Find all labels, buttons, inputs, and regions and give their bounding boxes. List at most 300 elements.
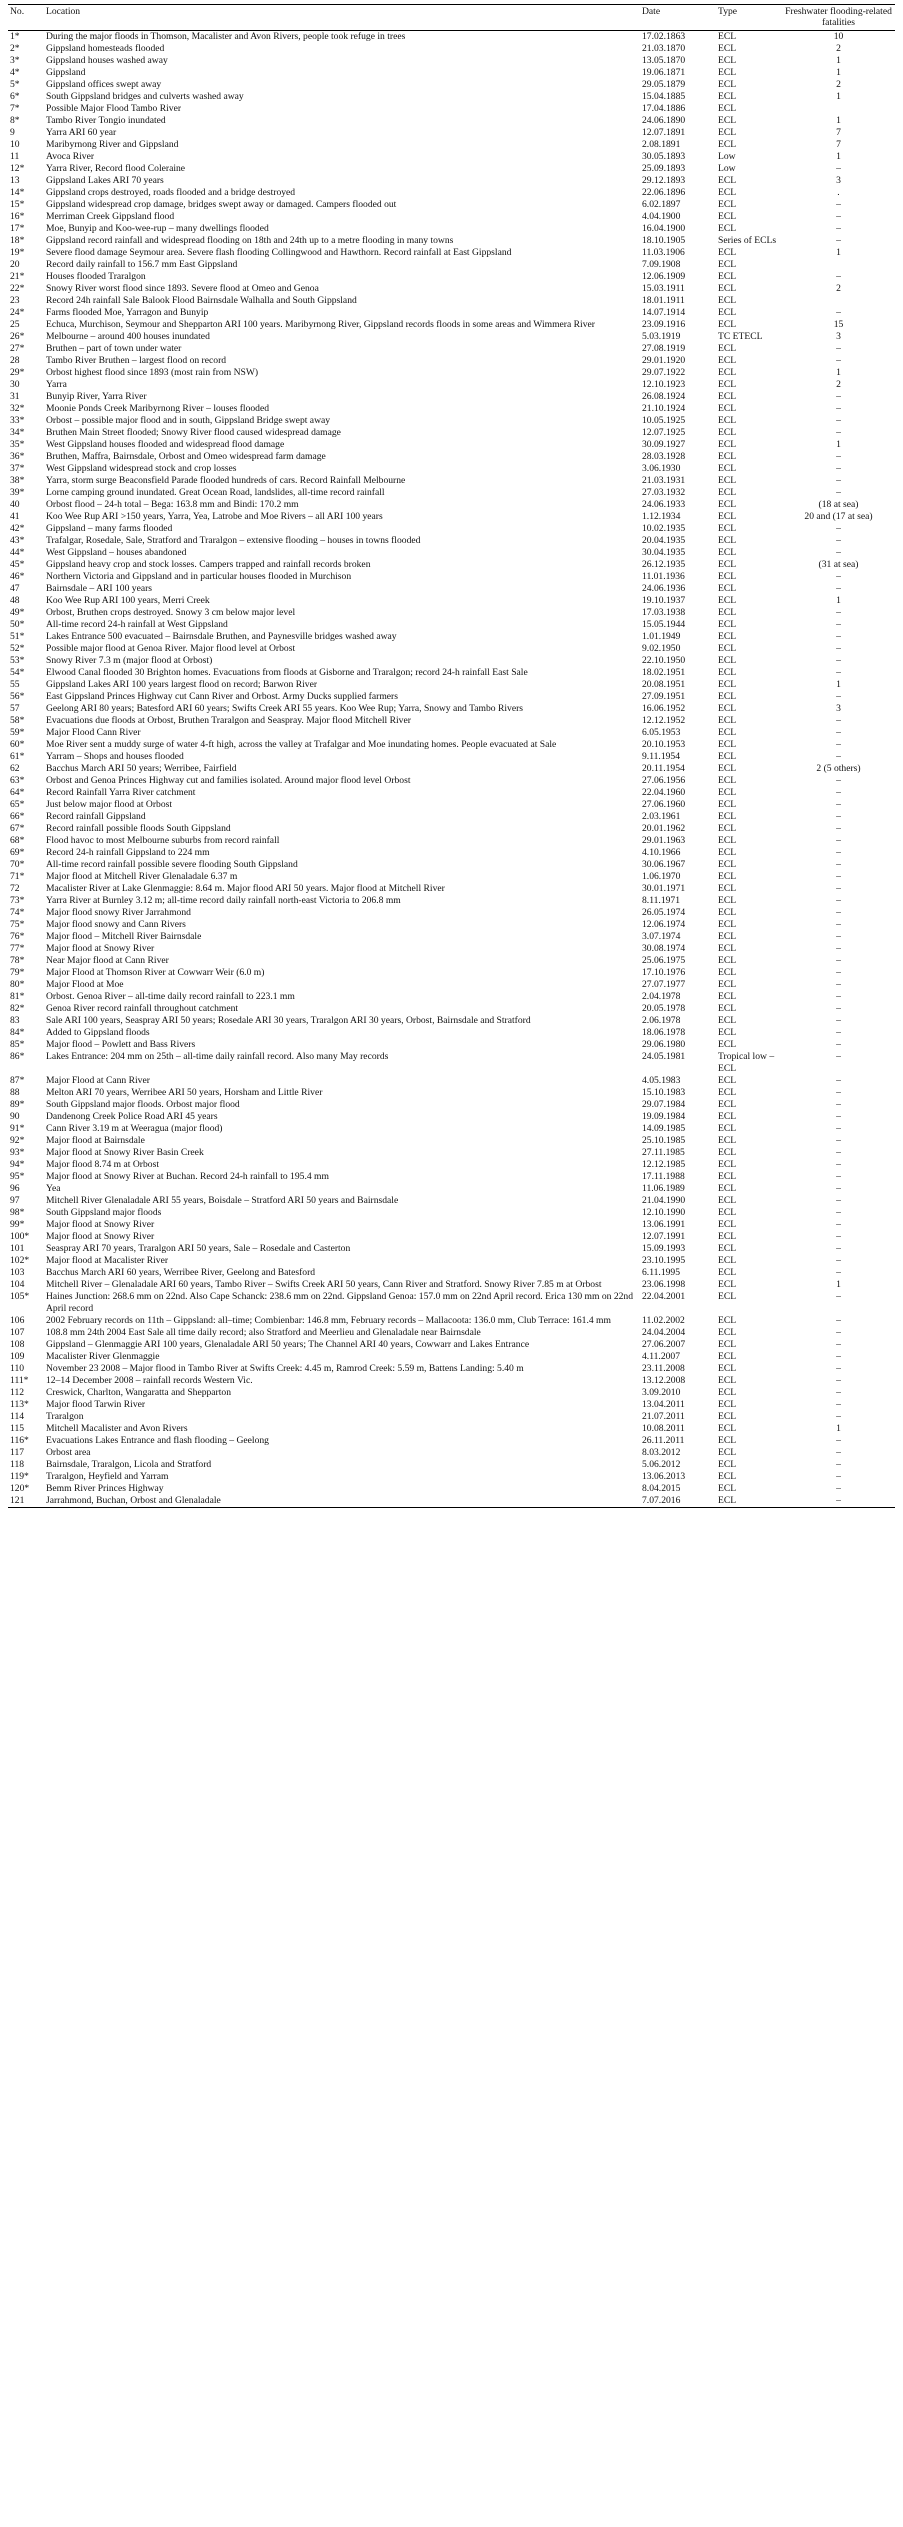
cell-date: 2.03.1961 [642, 811, 681, 823]
cell-no: 64* [10, 787, 25, 799]
cell-date: 21.07.2011 [642, 1411, 685, 1423]
cell-date: 10.08.2011 [642, 1423, 685, 1435]
cell-date: 17.10.1976 [642, 967, 686, 979]
cell-type: ECL [718, 535, 737, 547]
cell-date: 3.06.1930 [642, 463, 681, 475]
cell-date: 20.01.1962 [642, 823, 686, 835]
cell-date: 12.12.1952 [642, 715, 686, 727]
cell-type: ECL [718, 811, 737, 823]
cell-location: Mitchell Macalister and Avon Rivers [46, 1423, 188, 1435]
cell-type: ECL [718, 1075, 737, 1087]
cell-location: Yarra ARI 60 year [46, 127, 117, 139]
cell-fatalities: – [836, 1459, 841, 1471]
table-row [8, 823, 895, 835]
cell-no: 110 [10, 1363, 25, 1375]
table-row [8, 967, 895, 979]
cell-date: 12.12.1985 [642, 1159, 686, 1171]
cell-location: Gippsland houses washed away [46, 55, 168, 67]
cell-no: 94* [10, 1159, 25, 1171]
cell-type: ECL [718, 751, 737, 763]
table-row [8, 487, 895, 499]
table-row [8, 211, 895, 223]
table-row [8, 1207, 895, 1219]
cell-type: ECL [718, 619, 737, 631]
cell-fatalities: – [836, 523, 841, 535]
cell-fatalities: – [836, 1339, 841, 1351]
cell-date: 17.02.1863 [642, 31, 686, 43]
table-row [8, 1099, 895, 1111]
cell-location: Major Flood at Cann River [46, 1075, 150, 1087]
cell-no: 15* [10, 199, 25, 211]
cell-date: 24.06.1933 [642, 499, 686, 511]
cell-no: 49* [10, 607, 25, 619]
cell-no: 74* [10, 907, 25, 919]
cell-date: 11.06.1989 [642, 1183, 685, 1195]
cell-no: 116* [10, 1435, 29, 1447]
cell-location: Mitchell River Glenaladale ARI 55 years, Boisdale – Stratford ARI 50 years and Bairnsdale [46, 1195, 399, 1207]
cell-location: Major flood at Bairnsdale [46, 1135, 145, 1147]
cell-no: 75* [10, 919, 25, 931]
cell-type: ECL [718, 1039, 737, 1051]
cell-type: ECL [718, 223, 737, 235]
cell-date: 27.09.1951 [642, 691, 686, 703]
cell-fatalities: – [836, 547, 841, 559]
cell-fatalities: – [836, 583, 841, 595]
cell-type: ECL [718, 655, 737, 667]
cell-date: 20.04.1935 [642, 535, 686, 547]
cell-fatalities: – [836, 343, 841, 355]
cell-location: Jarrahmond, Buchan, Orbost and Glenaladale [44, 1495, 640, 1508]
cell-fatalities: – [836, 403, 841, 415]
cell-location: Severe flood damage Seymour area. Severe flash flooding Collingwood and Hawthorn. Record rainfall at East Gippsland [46, 247, 512, 259]
table-row [8, 343, 895, 355]
cell-no: 100* [10, 1231, 30, 1243]
cell-location: South Gippsland bridges and culverts washed away [46, 91, 244, 103]
cell-location: Avoca River [46, 151, 95, 163]
table-row [8, 667, 895, 679]
cell-location: November 23 2008 – Major flood in Tambo River at Swifts Creek: 4.45 m, Ramrod Creek: 5.59 m, Battens Landing: 5.40 m [46, 1363, 524, 1375]
cell-date: 29.06.1980 [642, 1039, 686, 1051]
cell-fatalities: – [836, 667, 841, 679]
cell-no: 28 [10, 355, 20, 367]
cell-fatalities: – [836, 1387, 841, 1399]
cell-type: ECL [718, 715, 737, 727]
cell-date: 29.07.1984 [642, 1099, 686, 1111]
cell-type: ECL [718, 187, 737, 199]
cell-fatalities: – [836, 1351, 841, 1363]
table-row [8, 31, 895, 44]
cell-type: ECL [718, 127, 737, 139]
cell-location: Gippsland crops destroyed, roads flooded and a bridge destroyed [46, 187, 296, 199]
cell-no: 3* [10, 55, 20, 67]
cell-date: 12.06.1974 [642, 919, 686, 931]
cell-fatalities: – [836, 1087, 841, 1099]
table-row [8, 619, 895, 631]
cell-location: Houses flooded Traralgon [46, 271, 146, 283]
cell-location: Yarra, storm surge Beaconsfield Parade flooded hundreds of cars. Record Rainfall Melbourne [46, 475, 406, 487]
cell-no: 5* [10, 79, 20, 91]
cell-date: 18.01.1911 [642, 295, 685, 307]
cell-location: Just below major flood at Orbost [46, 799, 173, 811]
cell-type: ECL [718, 139, 737, 151]
table-row [8, 535, 895, 547]
table-row [8, 1195, 895, 1207]
cell-date: 20.11.1954 [642, 763, 685, 775]
cell-fatalities: 1 [836, 67, 841, 79]
cell-date: 29.01.1920 [642, 355, 686, 367]
cell-fatalities: – [836, 1003, 841, 1015]
cell-date: 16.06.1952 [642, 703, 686, 715]
cell-no: 58* [10, 715, 25, 727]
cell-date: 17.03.1938 [642, 607, 686, 619]
cell-location: 2002 February records on 11th – Gippsland: all–time; Combienbar: 146.8 mm, February records – Mallacoota: 136.0 mm, Club Terrace: 161.4 mm [46, 1315, 611, 1327]
cell-date: 27.07.1977 [642, 979, 686, 991]
cell-no: 71* [10, 871, 25, 883]
table-row [8, 835, 895, 847]
cell-date: 13.12.2008 [642, 1375, 686, 1387]
cell-no: 40 [10, 499, 20, 511]
cell-location: Sale ARI 100 years, Seaspray ARI 50 years; Rosedale ARI 30 years, Traralgon ARI 30 years, Orbost, Bairnsdale and Stratford [46, 1015, 531, 1027]
cell-fatalities [782, 103, 895, 115]
cell-fatalities: 1 [836, 679, 841, 691]
cell-no: 79* [10, 967, 25, 979]
cell-location: Orbost and Genoa Princes Highway cut and families isolated. Around major flood level Orbost [46, 775, 411, 787]
table-row [8, 103, 895, 115]
cell-type: Low [718, 151, 736, 163]
cell-no: 59* [10, 727, 25, 739]
cell-type: ECL [718, 391, 737, 403]
cell-no: 42* [10, 523, 25, 535]
cell-fatalities: – [836, 871, 841, 883]
table-row [8, 1315, 895, 1327]
cell-fatalities: – [836, 1231, 841, 1243]
cell-location: Bemm River Princes Highway [46, 1483, 164, 1495]
cell-date: 28.03.1928 [642, 451, 686, 463]
cell-no: 103 [10, 1267, 25, 1279]
cell-type: ECL [718, 427, 737, 439]
cell-date: 3.07.1974 [642, 931, 681, 943]
cell-type: ECL [718, 511, 737, 523]
cell-fatalities: – [836, 979, 841, 991]
cell-location: All-time record 24-h rainfall at West Gippsland [46, 619, 228, 631]
cell-date: 15.09.1993 [642, 1243, 686, 1255]
cell-date: 30.04.1935 [642, 547, 686, 559]
cell-date: 20.08.1951 [642, 679, 686, 691]
cell-location: 108.8 mm 24th 2004 East Sale all time daily record; also Stratford and Meerlieu and Glenaladale near Bairnsdale [46, 1327, 481, 1339]
cell-date: 30.08.1974 [642, 943, 686, 955]
cell-type: ECL [718, 1255, 737, 1267]
cell-no: 73* [10, 895, 25, 907]
cell-location: Gippsland [46, 67, 86, 79]
cell-no: 21* [10, 271, 25, 283]
cell-location: Koo Wee Rup ARI 100 years, Merri Creek [46, 595, 210, 607]
cell-type: ECL [718, 1459, 737, 1471]
cell-location: Major flood snowy River Jarrahmond [46, 907, 191, 919]
table-row [8, 79, 895, 91]
cell-type: ECL [718, 199, 737, 211]
cell-location: Haines Junction: 268.6 mm on 22nd. Also Cape Schanck: 238.6 mm on 22nd. Gippsland Genoa: 157.0 mm on 22nd April record. Erica 130 mm on 22nd April record [46, 1291, 634, 1315]
cell-fatalities: – [836, 943, 841, 955]
cell-fatalities: – [836, 1291, 841, 1303]
cell-location: Record rainfall possible floods South Gippsland [46, 823, 231, 835]
cell-fatalities: – [836, 1327, 841, 1339]
cell-date: 1.01.1949 [642, 631, 681, 643]
cell-date: 18.02.1951 [642, 667, 686, 679]
table-row [8, 1075, 895, 1087]
cell-date: 12.10.1990 [642, 1207, 686, 1219]
table-row [8, 439, 895, 451]
cell-date: 2.04.1978 [642, 991, 681, 1003]
header-type: Type [716, 5, 782, 31]
cell-date: 17.11.1988 [642, 1171, 685, 1183]
cell-date: 12.10.1923 [642, 379, 686, 391]
cell-type: ECL [718, 259, 737, 271]
cell-fatalities: – [836, 955, 841, 967]
table-row [8, 1327, 895, 1339]
cell-no: 76* [10, 931, 25, 943]
table-row [8, 1291, 895, 1315]
cell-no: 109 [10, 1351, 25, 1363]
cell-location: Major Flood at Moe [46, 979, 124, 991]
cell-type: ECL [718, 631, 737, 643]
cell-date: 10.05.1925 [642, 415, 686, 427]
cell-no: 98* [10, 1207, 25, 1219]
cell-date: 25.09.1893 [642, 163, 686, 175]
table-row [8, 1147, 895, 1159]
cell-location: Lakes Entrance 500 evacuated – Bairnsdale Bruthen, and Paynesville bridges washed away [46, 631, 397, 643]
cell-fatalities: 1 [836, 151, 841, 163]
cell-fatalities: – [836, 355, 841, 367]
cell-location: Moe River sent a muddy surge of water 4-ft high, across the valley at Trafalgar and Moe inundating homes. People evacuated at Sale [46, 739, 557, 751]
cell-location: Gippsland offices swept away [46, 79, 162, 91]
cell-no: 14* [10, 187, 25, 199]
cell-no: 61* [10, 751, 25, 763]
cell-type: ECL [718, 1099, 737, 1111]
cell-date: 14.09.1985 [642, 1123, 686, 1135]
table-row [8, 1003, 895, 1015]
cell-fatalities: – [836, 487, 841, 499]
cell-type: ECL [718, 871, 737, 883]
table-row [8, 379, 895, 391]
cell-no: 99* [10, 1219, 25, 1231]
cell-no: 108 [10, 1339, 25, 1351]
table-row [8, 787, 895, 799]
cell-fatalities: – [836, 931, 841, 943]
cell-no: 43* [10, 535, 25, 547]
cell-no: 113* [10, 1399, 29, 1411]
table-row [8, 139, 895, 151]
cell-fatalities: 2 (5 others) [816, 763, 861, 775]
cell-date: 4.04.1900 [642, 211, 681, 223]
cell-fatalities: – [836, 427, 841, 439]
cell-no: 7* [10, 103, 20, 115]
cell-location: Orbost flood – 24-h total – Bega: 163.8 mm and Bindi: 170.2 mm [46, 499, 299, 511]
cell-no: 115 [10, 1423, 25, 1435]
cell-location: Geelong ARI 80 years; Batesford ARI 60 years; Swifts Creek ARI 55 years. Koo Wee Rup; Yarra, Snowy and Tambo Rivers [46, 703, 524, 715]
table-row [8, 403, 895, 415]
cell-no: 53* [10, 655, 25, 667]
cell-location: South Gippsland major floods. Orbost major flood [46, 1099, 240, 1111]
table-row [8, 751, 895, 763]
table-row [8, 583, 895, 595]
cell-type: ECL [718, 907, 737, 919]
cell-fatalities: – [836, 1183, 841, 1195]
cell-date: 2.08.1891 [642, 139, 681, 151]
cell-location: Gippsland record rainfall and widespread flooding on 18th and 24th up to a metre flooding in many towns [46, 235, 454, 247]
cell-type: ECL [718, 211, 737, 223]
table-row [8, 1039, 895, 1051]
cell-location: Traralgon, Heyfield and Yarram [46, 1471, 169, 1483]
cell-no: 23 [10, 295, 20, 307]
cell-location: Dandenong Creek Police Road ARI 45 years [46, 1111, 218, 1123]
cell-type: ECL [718, 955, 737, 967]
cell-location: Moonie Ponds Creek Maribyrnong River – louses flooded [46, 403, 270, 415]
cell-fatalities: – [836, 883, 841, 895]
cell-date: 24.05.1981 [642, 1051, 686, 1063]
cell-location: Bairnsdale, Traralgon, Licola and Stratford [46, 1459, 212, 1471]
cell-no: 39* [10, 487, 25, 499]
cell-fatalities: – [836, 799, 841, 811]
cell-location: Major flood Tarwin River [46, 1399, 146, 1411]
cell-no: 33* [10, 415, 25, 427]
cell-fatalities: – [836, 1039, 841, 1051]
cell-date: 30.01.1971 [642, 883, 686, 895]
table-row [8, 235, 895, 247]
cell-no: 107 [10, 1327, 25, 1339]
table-row [8, 307, 895, 319]
cell-type: ECL [718, 379, 737, 391]
cell-no: 82* [10, 1003, 25, 1015]
cell-type: ECL [718, 1231, 737, 1243]
cell-type: ECL [718, 607, 737, 619]
cell-no: 119* [10, 1471, 29, 1483]
cell-location: Major flood at Snowy River Basin Creek [46, 1147, 204, 1159]
cell-date: 5.03.1919 [642, 331, 681, 343]
cell-fatalities: (18 at sea) [818, 499, 859, 511]
cell-type: ECL [718, 451, 737, 463]
cell-no: 41 [10, 511, 20, 523]
cell-location: Bruthen – part of town under water [46, 343, 182, 355]
cell-no: 65* [10, 799, 25, 811]
cell-location: 12–14 December 2008 – rainfall records Western Vic. [46, 1375, 253, 1387]
cell-no: 50* [10, 619, 25, 631]
cell-date: 29.07.1922 [642, 367, 686, 379]
flood-events-table [8, 4, 895, 1508]
cell-date: 24.06.1890 [642, 115, 686, 127]
cell-no: 38* [10, 475, 25, 487]
cell-fatalities: – [836, 199, 841, 211]
cell-no: 57 [10, 703, 20, 715]
cell-date: 27.08.1919 [642, 343, 686, 355]
cell-fatalities: – [836, 391, 841, 403]
cell-fatalities: 7 [836, 127, 841, 139]
cell-fatalities: – [836, 1447, 841, 1459]
cell-location: Major Flood at Thomson River at Cowwarr Weir (6.0 m) [46, 967, 265, 979]
table-row [8, 127, 895, 139]
cell-date: 11.03.1906 [642, 247, 685, 259]
cell-no: 54* [10, 667, 25, 679]
cell-fatalities: – [836, 811, 841, 823]
cell-fatalities: – [836, 1027, 841, 1039]
cell-fatalities: – [836, 847, 841, 859]
cell-fatalities: – [836, 235, 841, 247]
table-row [8, 1435, 895, 1447]
cell-location: Moe, Bunyip and Koo-wee-rup – many dwellings flooded [46, 223, 269, 235]
cell-no: 95* [10, 1171, 25, 1183]
cell-fatalities: – [836, 1483, 841, 1495]
cell-type: ECL [718, 79, 737, 91]
cell-date: 30.05.1893 [642, 151, 686, 163]
cell-date: 17.04.1886 [642, 103, 686, 115]
cell-type: ECL [718, 775, 737, 787]
cell-date: 29.01.1963 [642, 835, 686, 847]
cell-no: 27* [10, 343, 25, 355]
cell-date: 7.09.1908 [642, 259, 681, 271]
cell-type: ECL [718, 439, 737, 451]
cell-type: ECL [718, 1327, 737, 1339]
cell-fatalities: – [836, 691, 841, 703]
cell-location: Orbost. Genoa River – all-time daily record rainfall to 223.1 mm [46, 991, 295, 1003]
cell-type: ECL [718, 823, 737, 835]
cell-date: 23.10.1995 [642, 1255, 686, 1267]
cell-type: ECL [718, 787, 737, 799]
table-row [8, 511, 895, 523]
cell-date: 9.02.1950 [642, 643, 681, 655]
cell-fatalities: 3 [836, 703, 841, 715]
cell-location: Bacchus March ARI 50 years; Werribee, Fairfield [46, 763, 237, 775]
cell-no: 80* [10, 979, 25, 991]
cell-fatalities: – [836, 1255, 841, 1267]
table-row [8, 1255, 895, 1267]
cell-date: 30.06.1967 [642, 859, 686, 871]
cell-no: 22* [10, 283, 25, 295]
cell-type: ECL [718, 919, 737, 931]
cell-no: 111* [10, 1375, 29, 1387]
cell-fatalities: – [836, 223, 841, 235]
cell-date: 22.10.1950 [642, 655, 686, 667]
cell-fatalities [782, 259, 895, 271]
cell-type: Series of ECLs [718, 235, 777, 247]
cell-fatalities: – [836, 1015, 841, 1027]
table-row [8, 1015, 895, 1027]
cell-no: 2* [10, 43, 20, 55]
cell-location: Record 24-h rainfall Gippsland to 224 mm [46, 847, 210, 859]
cell-type: ECL [718, 67, 737, 79]
cell-fatalities: 2 [836, 79, 841, 91]
cell-type: ECL [718, 1483, 737, 1495]
table-row [8, 607, 895, 619]
cell-no: 13 [10, 175, 20, 187]
cell-date: 10.02.1935 [642, 523, 686, 535]
cell-date: 15.10.1983 [642, 1087, 686, 1099]
cell-location: Bunyip River, Yarra River [46, 391, 147, 403]
cell-type: ECL [718, 295, 737, 307]
cell-type: ECL [718, 1267, 737, 1279]
cell-fatalities: – [836, 211, 841, 223]
cell-fatalities: – [836, 1159, 841, 1171]
cell-no: 30 [10, 379, 20, 391]
cell-fatalities: – [836, 1375, 841, 1387]
cell-no: 44* [10, 547, 25, 559]
cell-date: 21.03.1870 [642, 43, 686, 55]
table-header [8, 5, 895, 31]
table-row [8, 67, 895, 79]
cell-location: Snowy River 7.3 m (major flood at Orbost) [46, 655, 213, 667]
cell-type: ECL [718, 979, 737, 991]
cell-location: Traralgon [46, 1411, 84, 1423]
cell-location: Record rainfall Gippsland [46, 811, 146, 823]
cell-location: Major flood at Mitchell River Glenaladale 6.37 m [46, 871, 238, 883]
